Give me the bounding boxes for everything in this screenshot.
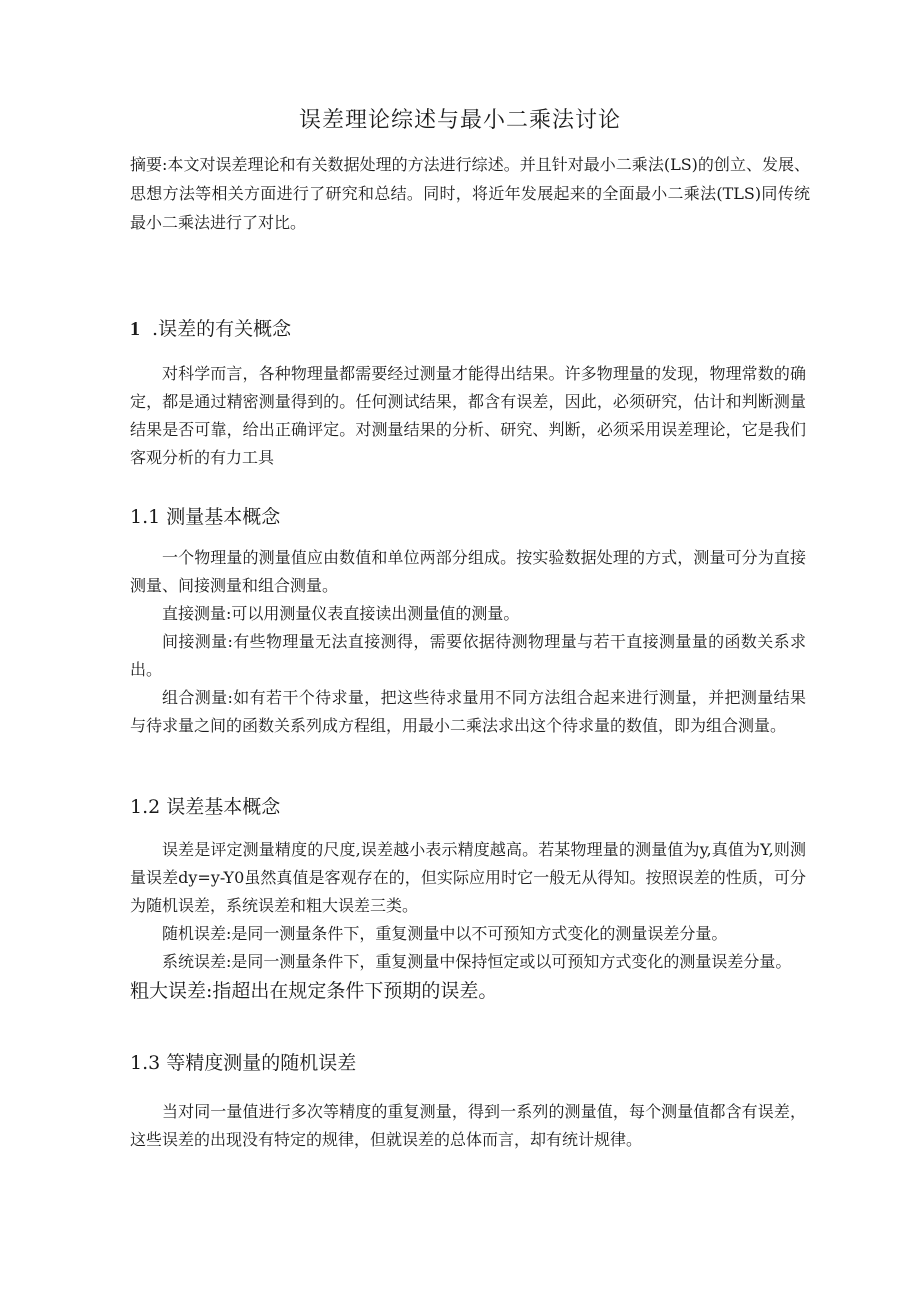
section-1-2-body	[130, 836, 806, 1006]
section-1-intro-block	[130, 360, 806, 472]
section-1-3-body	[130, 1098, 806, 1154]
section-1-2-paragraph-1: 误差是评定测量精度的尺度,误差越小表示精度越高。若某物理量的测量值为y,真值为Y,则测量误差dy=y-Y0虽然真值是客观存在的，但实际应用时它一般无从得知。按照误差的性质，可分为随机误差，系统误差和粗大误差三类。	[130, 840, 806, 915]
section-1-2-paragraph-2: 随机误差:是同一测量条件下，重复测量中以不可预知方式变化的测量误差分量。	[162, 924, 728, 943]
section-1-heading	[130, 314, 806, 341]
section-1-1-paragraph-1: 一个物理量的测量值应由数值和单位两部分组成。按实验数据处理的方式，测量可分为直接测量、间接测量和组合测量。	[130, 548, 806, 595]
section-1-1-paragraph-2: 直接测量:可以用测量仪表直接读出测量值的测量。	[162, 604, 520, 623]
section-1-1-paragraph-3: 间接测量:有些物理量无法直接测得，需要依据待测物理量与若干直接测量量的函数关系求出。	[130, 632, 806, 679]
section-1-1-heading: 1.1 测量基本概念	[130, 506, 281, 528]
section-1-2-heading: 1.2 误差基本概念	[130, 796, 281, 818]
section-1-3-heading: 1.3 等精度测量的随机误差	[130, 1052, 357, 1074]
section-1-title: .误差的有关概念	[152, 318, 292, 340]
section-1-1-body	[130, 544, 806, 740]
section-1-intro-paragraph: 对科学而言，各种物理量都需要经过测量才能得出结果。许多物理量的发现，物理常数的确定，都是通过精密测量得到的。任何测试结果，都含有误差，因此，必须研究，估计和判断测量结果是否可靠，给出正确评定。对测量结果的分析、研究、判断，必须采用误差理论，它是我们客观分析的有力工具	[130, 364, 806, 467]
abstract-paragraph: 摘要:本文对误差理论和有关数据处理的方法进行综述。并且针对最小二乘法(LS)的创立、发展、思想方法等相关方面进行了研究和总结。同时，将近年发展起来的全面最小二乘法(TLS)同传统最小二乘法进行了对比。	[130, 155, 810, 232]
document-title: 误差理论综述与最小二乘法讨论	[298, 108, 621, 133]
section-1-1-paragraph-4: 组合测量:如有若干个待求量，把这些待求量用不同方法组合起来进行测量，并把测量结果与待求量之间的函数关系列成方程组，用最小二乘法求出这个待求量的数值，即为组合测量。	[130, 688, 806, 735]
section-1-3-paragraph-1: 当对同一量值进行多次等精度的重复测量，得到一系列的测量值，每个测量值都含有误差，这些误差的出现没有特定的规律，但就误差的总体而言，却有统计规律。	[130, 1102, 806, 1149]
section-1-2-paragraph-4: 粗大误差:指超出在规定条件下预期的误差。	[130, 980, 498, 1002]
section-1-number: 1	[130, 318, 140, 340]
section-1-2-paragraph-3: 系统误差:是同一测量条件下，重复测量中保持恒定或以可预知方式变化的测量误差分量。	[162, 952, 792, 971]
